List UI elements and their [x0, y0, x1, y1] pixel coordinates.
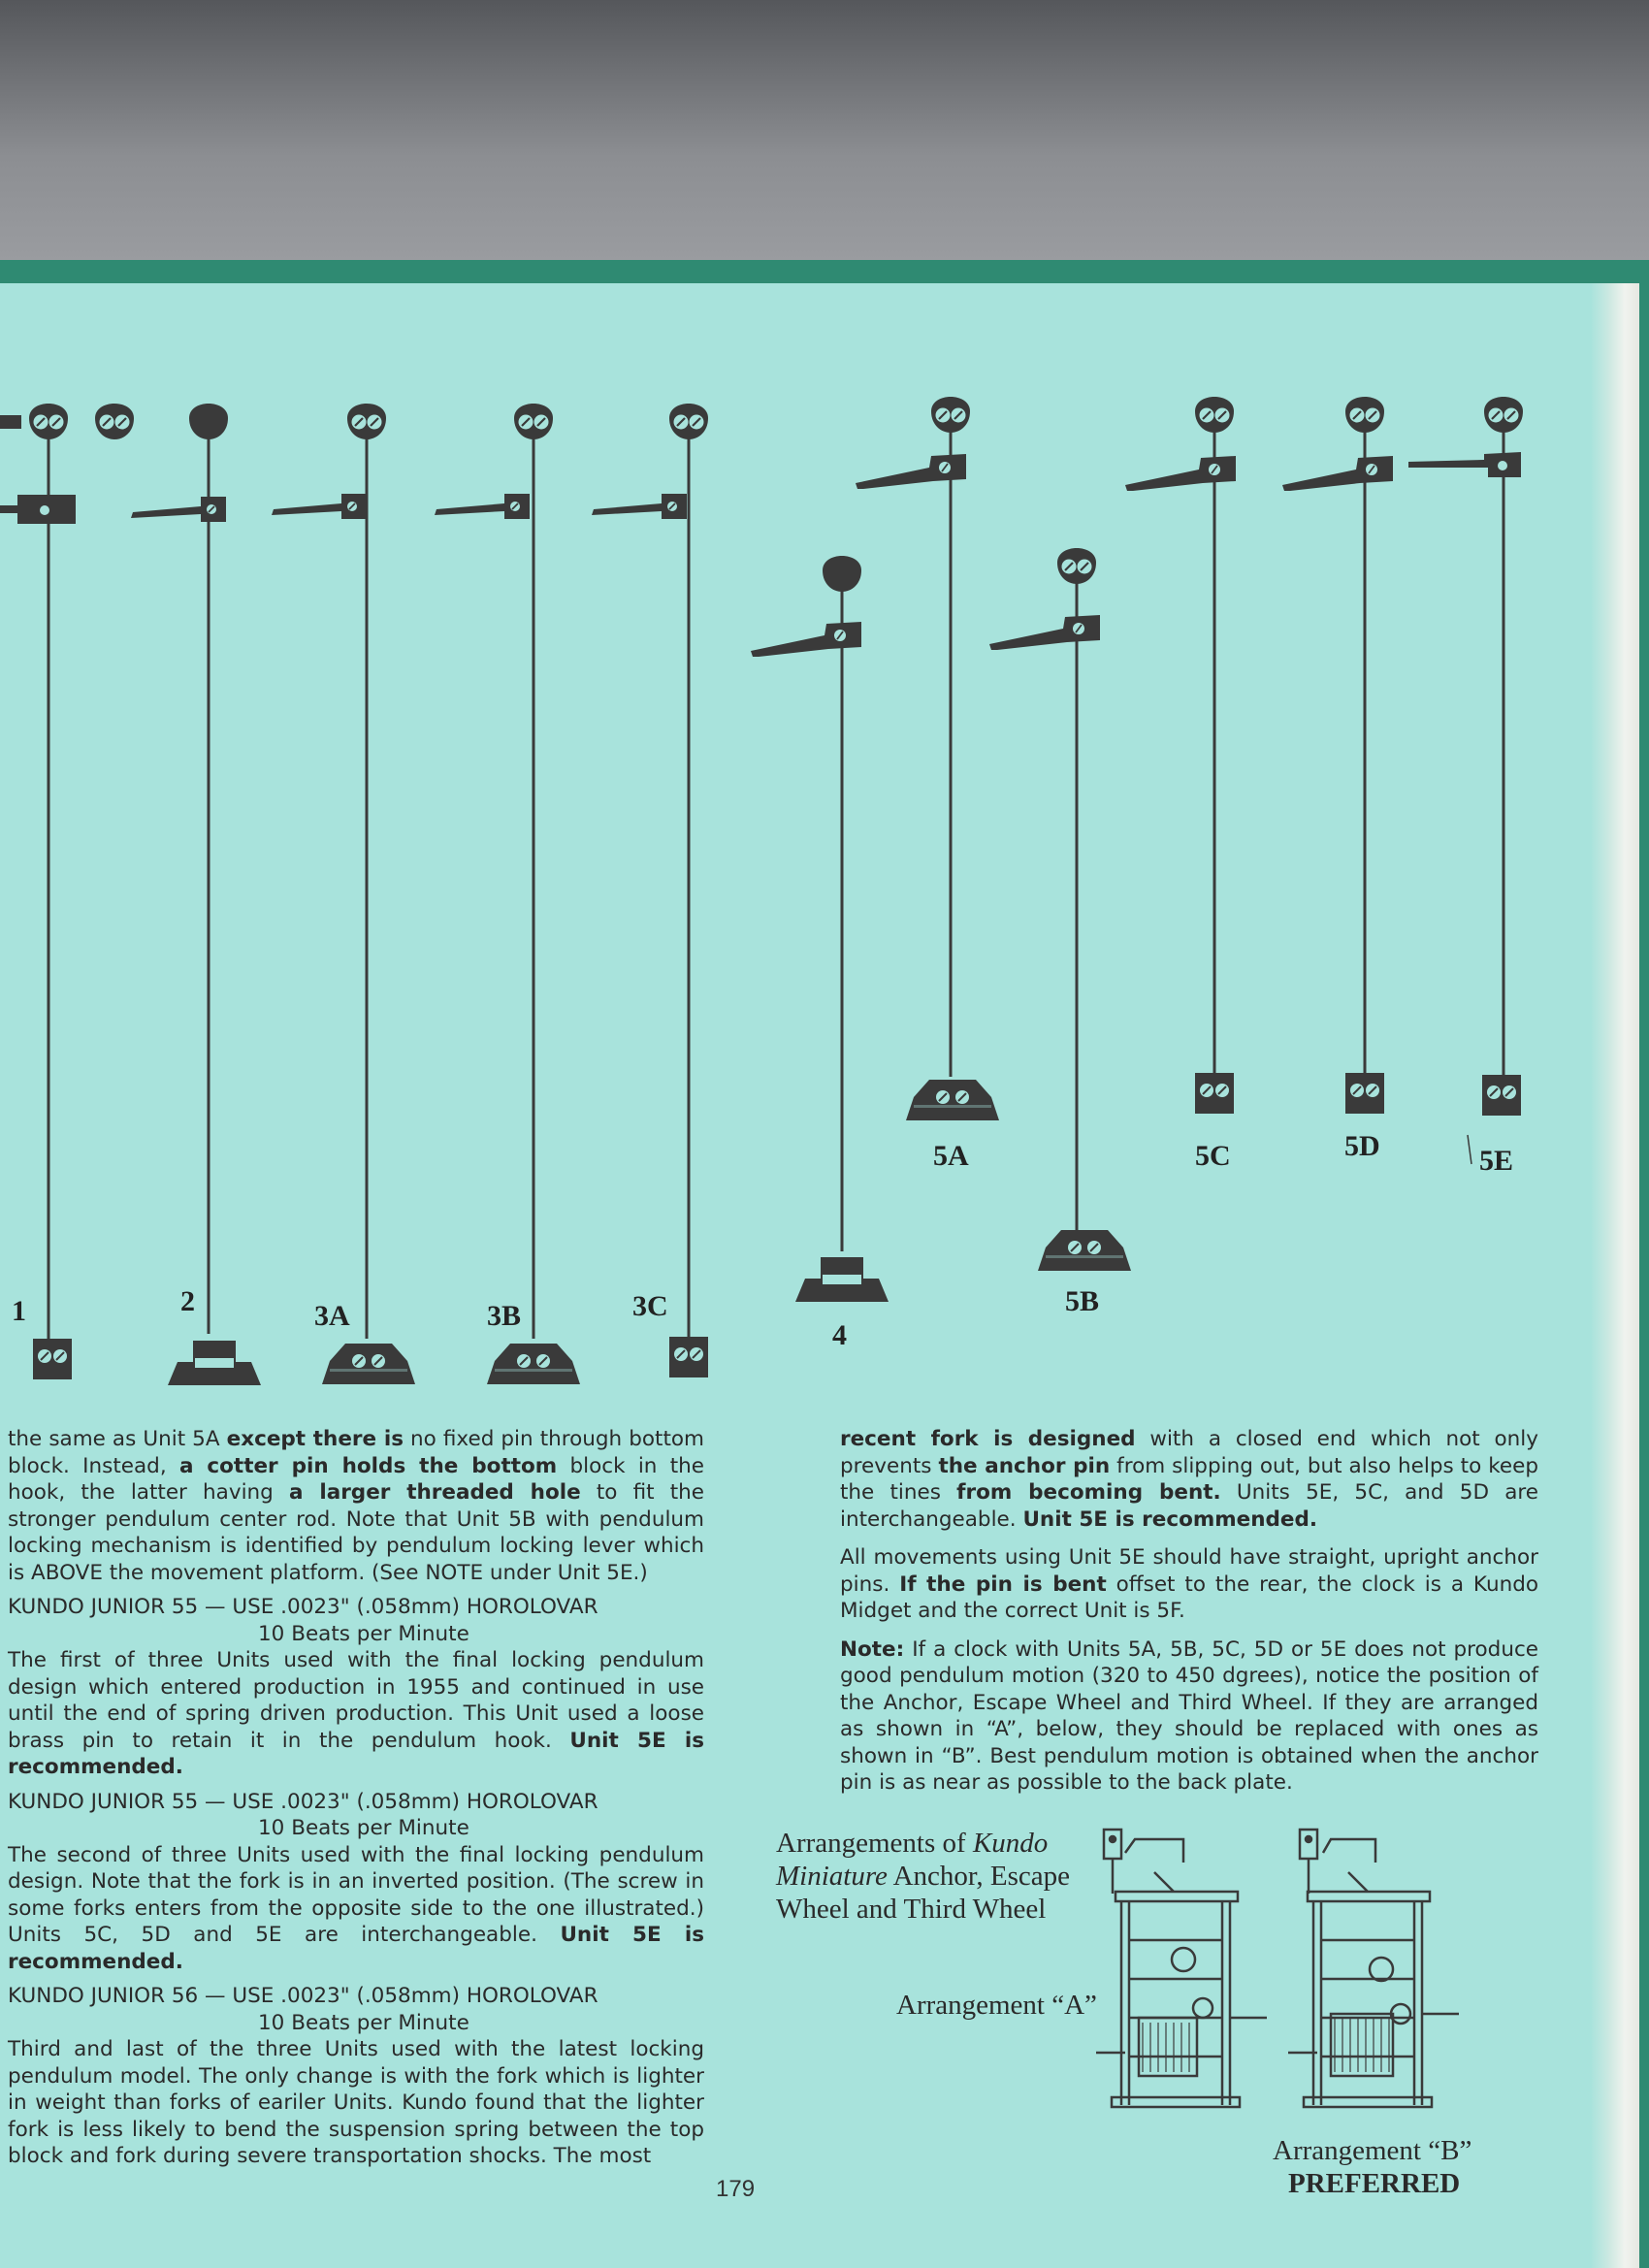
- unit-4-drawing: [751, 556, 889, 1302]
- bold-run: recent fork is designed: [840, 1427, 1136, 1451]
- unit-label-3c: 3C: [632, 1290, 668, 1322]
- spec-header: KUNDO JUNIOR 56 — USE .0023" (.058mm) HOROLOVAR: [8, 1984, 598, 2008]
- text-run: If a clock with Units 5A, 5B, 5C, 5D or 5E does not produce good pendulum motion (320 to 450 dgrees), notice the position of the Anchor, Escape Wheel and Third Wheel. If they are arranged as shown in “A”, below, they should be replaced with ones as shown in “B”. Best pendulum motion is obtained when the anchor pin is as near as possible to the back plate.: [840, 1636, 1538, 1795]
- beats-per-minute: 10 Beats per Minute: [258, 1621, 469, 1646]
- loose-top-block: [95, 404, 134, 439]
- text-run: All movements using Unit 5E should have straight, upright anchor pins.: [840, 1545, 1538, 1597]
- arrangement-b-label: Arrangement “B”: [1273, 2135, 1472, 2166]
- page-number: 179: [716, 2176, 756, 2202]
- unit-label-5d: 5D: [1344, 1130, 1380, 1162]
- right-column: [840, 1426, 1538, 1797]
- unit-1-drawing: [0, 404, 76, 1379]
- text-run: from slipping out, but also helps to keep the tines: [840, 1453, 1538, 1505]
- unit-label-3b: 3B: [487, 1300, 522, 1332]
- page-fore-edge: [1591, 283, 1639, 2268]
- italic-run: Kundo: [972, 1828, 1049, 1859]
- unit-label-4: 4: [832, 1319, 847, 1351]
- unit-2-drawing: [131, 404, 261, 1385]
- text-run: The first of three Units used with the final locking pendulum design which entered production in 1955 and continued in use until the end of spring driven production. This Unit used a loose brass pin to retain it in the pendulum hook.: [8, 1648, 704, 1753]
- note-paragraph: [840, 1636, 1538, 1797]
- text-run: no fixed pin through bottom block. Instead,: [8, 1427, 704, 1478]
- text-run: The second of three Units used with the final locking pendulum design. Note that the fork is in an inverted position. (The screw in some forks enters from the opposite side to the one illustrated.) Units 5C, 5D and 5E are interchangeable.: [8, 1842, 704, 1947]
- unit-label-5a: 5A: [933, 1140, 969, 1172]
- unit-label-5b: 5B: [1065, 1285, 1100, 1317]
- unit-5a-drawing: [856, 397, 999, 1120]
- unit-label-1: 1: [12, 1295, 26, 1327]
- spec-5d: [8, 1789, 704, 1842]
- left-column: [8, 1426, 704, 2170]
- bold-run: except there is: [226, 1427, 404, 1451]
- unit-5d-description: [8, 1842, 704, 1976]
- unit-5c-description: [8, 1647, 704, 1781]
- text-run: block in the hook, the latter having: [8, 1453, 704, 1505]
- text-run: Wheel and Third Wheel: [776, 1894, 1047, 1925]
- unit-label-5c: 5C: [1195, 1140, 1231, 1172]
- fork-paragraph: [840, 1426, 1538, 1533]
- spec-5c: [8, 1594, 704, 1647]
- italic-run: Miniature: [776, 1861, 888, 1892]
- text-run: Arrangements of: [776, 1828, 973, 1859]
- bold-run: If the pin is bent: [899, 1571, 1107, 1597]
- bold-run: from becoming bent.: [956, 1480, 1221, 1505]
- spec-5e: [8, 1983, 704, 2036]
- text-run: the same as Unit 5A: [8, 1427, 227, 1451]
- unit-5e-drawing: [1408, 397, 1523, 1164]
- unit-5b-drawing: [989, 548, 1131, 1271]
- text-run: with a closed end which not only prevents: [840, 1427, 1538, 1478]
- unit-3a-drawing: [272, 404, 415, 1384]
- arrangement-a-drawing: [1096, 1824, 1271, 2115]
- recommendation: Unit 5E is recommended.: [1022, 1507, 1318, 1532]
- arrangement-a-label: Arrangement “A”: [896, 1990, 1097, 2021]
- text-run: offset to the rear, the clock is a Kundo Midget and the correct Unit is 5F.: [840, 1571, 1538, 1623]
- unit-label-2: 2: [180, 1285, 195, 1317]
- spec-header: KUNDO JUNIOR 55 — USE .0023" (.058mm) HOROLOVAR: [8, 1789, 598, 1814]
- preferred-label: PREFERRED: [1288, 2168, 1461, 2199]
- text-run: Anchor, Escape: [887, 1861, 1070, 1892]
- bold-run: a cotter pin holds the bottom: [178, 1453, 558, 1478]
- recommendation: Unit 5E is recommended.: [8, 1923, 704, 1974]
- arrangement-b-drawing: [1288, 1824, 1463, 2115]
- beats-per-minute: 10 Beats per Minute: [258, 2010, 469, 2035]
- unit-3b-drawing: [435, 404, 580, 1384]
- spec-header: KUNDO JUNIOR 55 — USE .0023" (.058mm) HOROLOVAR: [8, 1595, 598, 1619]
- note-label: Note:: [840, 1636, 905, 1662]
- unit-5c-drawing: [1125, 397, 1236, 1114]
- bold-run: the anchor pin: [938, 1453, 1111, 1478]
- anchor-pin-paragraph: [840, 1544, 1538, 1625]
- unit-3c-drawing: [592, 404, 708, 1377]
- bold-run: a larger threaded hole: [289, 1480, 581, 1505]
- intro-paragraph: [8, 1426, 704, 1586]
- unit-5e-description: Third and last of the three Units used with the latest locking pendulum model. The only change is with the fork which is lighter in weight than forks of eariler Units. Kundo found that the lighter fork is less likely to bend the suspension spring between the top block and fork during severe transportation shocks. The most: [8, 2037, 704, 2168]
- unit-label-3a: 3A: [314, 1300, 350, 1332]
- recommendation: Unit 5E is recommended.: [8, 1728, 704, 1779]
- arrangements-caption: [776, 1827, 1106, 1926]
- unit-label-5e: 5E: [1479, 1145, 1514, 1177]
- text-run: Units 5E, 5C, and 5D are interchangeable.: [840, 1480, 1538, 1532]
- beats-per-minute: 10 Beats per Minute: [258, 1816, 469, 1840]
- text-run: to fit the stronger pendulum center rod. Note that Unit 5B with pendulum locking mechanism is identified by pendulum locking lever which is ABOVE the movement platform. (See NOTE under Unit 5E.): [8, 1480, 704, 1585]
- suspension-units-figure: [0, 291, 1591, 1387]
- scan-background: [0, 0, 1649, 262]
- unit-5d-drawing: [1282, 397, 1393, 1114]
